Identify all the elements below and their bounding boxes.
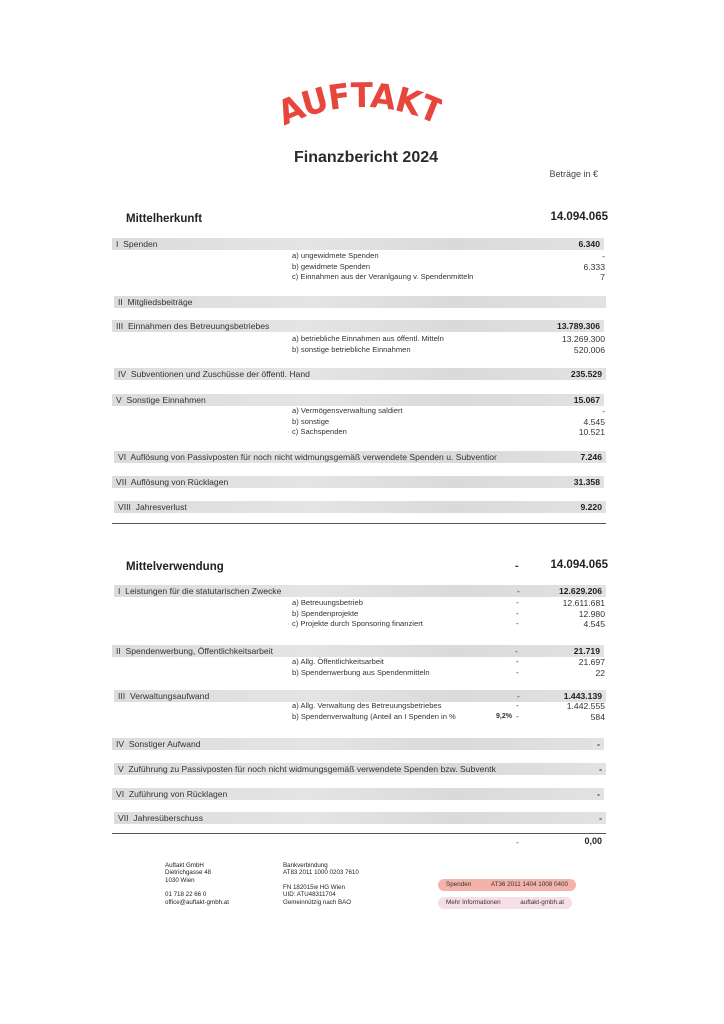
sub-item-value: - (602, 406, 605, 416)
company-register: FN 182015w HG Wien (283, 883, 345, 891)
sub-item-label: b) Spendenprojekte (292, 608, 359, 618)
info-site[interactable]: auftakt-gmbh.at (520, 899, 564, 906)
sub-item-sign: - (516, 711, 519, 721)
row-label: II Spendenwerbung, Öffentlichkeitsarbeit (116, 646, 274, 656)
sub-item-value: 7 (600, 272, 605, 282)
verwendung-sign: - (515, 560, 519, 572)
charity-status: Gemeinnützig nach BAO (283, 898, 352, 906)
bank-label: Bankverbindung (283, 862, 328, 869)
row-value: 1.443.139 (563, 691, 602, 701)
row-sign: - (515, 646, 518, 656)
sub-item-value: 4.545 (583, 416, 605, 427)
sub-item-value: 4.545 (583, 619, 605, 629)
row-label: I Spenden (116, 239, 158, 249)
sub-item-value: 584 (590, 711, 605, 722)
herkunft-row (114, 501, 606, 513)
row-value: 235.529 (570, 369, 602, 379)
row-label: V Sonstige Einnahmen (116, 395, 206, 405)
sub-item-value: 21.697 (578, 657, 605, 667)
row-value: 15.067 (573, 395, 600, 405)
herkunft-divider (112, 523, 606, 524)
row-label: III Einnahmen des Betreuungsbetriebes (116, 321, 270, 331)
sub-item-sign: - (516, 598, 519, 607)
herkunft-heading: Mittelherkunft (126, 213, 203, 225)
sub-item-value: 22 (595, 667, 605, 678)
sub-item-label: a) Allg. Verwaltung des Betreuungsbetriebes (292, 701, 442, 710)
verwendung-row (114, 763, 606, 775)
sub-item-sign: - (516, 608, 519, 618)
row-value: - (599, 813, 602, 823)
sub-item-sign: - (516, 657, 519, 666)
sub-item-label: a) ungewidmete Spenden (292, 251, 379, 260)
verwendung-row (114, 812, 606, 824)
verwendung-row (112, 788, 604, 800)
result-value: 0,00 (584, 836, 602, 846)
row-label: IV Sonstiger Aufwand (116, 739, 201, 749)
row-sign: - (517, 586, 520, 596)
sub-item-label: a) Betreuungsbetrieb (292, 598, 363, 607)
row-label: VII Jahresüberschuss (118, 813, 204, 823)
sub-item-label: c) Projekte durch Sponsoring finanziert (292, 619, 423, 628)
footer-bank (283, 862, 359, 906)
row-value: - (599, 764, 602, 774)
sub-item-value: 1.442.555 (566, 701, 605, 711)
sub-item-value: 10.521 (578, 427, 605, 437)
row-label: VIII Jahresverlust (118, 502, 187, 512)
result-sign: - (516, 838, 519, 847)
sub-item-label: c) Einnahmen aus der Veranlgaung v. Spendenmitteln (292, 272, 474, 281)
row-value: - (597, 739, 600, 749)
company-phone[interactable]: 01 718 22 66 0 (165, 891, 207, 899)
sub-item-label: c) Sachspenden (292, 427, 347, 436)
bank-iban: AT83 2011 1000 0203 7610 (283, 869, 359, 877)
row-value: 21.719 (573, 646, 600, 656)
verwendung-row (112, 645, 604, 657)
sub-item-sign: - (516, 667, 519, 677)
verwendung-total: 14.094.065 (550, 559, 608, 571)
herkunft-row (112, 394, 604, 406)
sub-item-value: 12.611.681 (562, 598, 605, 608)
sub-item-label: b) sonstige (292, 416, 330, 426)
row-label: VI Zuführung von Rücklagen (116, 789, 228, 799)
company-name: Auftakt GmbH (165, 862, 204, 869)
herkunft-row (112, 476, 604, 488)
row-label: VI Auflösung von Passivposten für noch nicht widmungsgemäß verwendete Spenden u. Subventior (118, 452, 497, 462)
report-title: Finanzbericht 2024 (293, 149, 439, 166)
sub-item-sign: - (516, 701, 519, 710)
logo-wordmark (282, 80, 442, 128)
row-value: - (597, 789, 600, 799)
donate-pill[interactable] (438, 879, 576, 891)
row-value: 7.246 (580, 452, 602, 462)
company-street: Dietrichgasse 48 (165, 869, 212, 877)
sub-item-label: a) Vermögensverwaltung saldiert (292, 406, 403, 415)
sub-item-label: b) gewidmete Spenden (292, 261, 371, 271)
herkunft-row (112, 238, 604, 250)
sub-item-label: a) Allg. Öffentlichkeitsarbeit (292, 657, 384, 666)
verwendung-row (112, 738, 604, 750)
sub-item-value: 6.333 (583, 261, 605, 272)
sub-item-label: b) Spendenwerbung aus Spendenmitteln (292, 667, 430, 677)
herkunft-row (114, 368, 606, 380)
sub-item-percent: 9,2% (496, 712, 512, 720)
row-label: II Mitgliedsbeiträge (118, 297, 193, 307)
row-value: 9.220 (580, 502, 602, 512)
auftakt-logo (282, 80, 442, 128)
sub-item-label: a) betriebliche Einnahmen aus öffentl. Mitteln (292, 334, 444, 343)
row-label: I Leistungen für die statutarischen Zwecke (118, 586, 282, 596)
svg-text:AUFTAKT: UFTAK (297, 80, 427, 126)
verwendung-heading: Mittelverwendung (126, 561, 224, 573)
sub-item-label: b) Spendenverwaltung (Anteil an I Spenden in % (292, 711, 456, 721)
herkunft-total: 14.094.065 (550, 211, 608, 223)
info-pill[interactable] (438, 897, 572, 909)
sub-item-value: 12.980 (578, 608, 605, 619)
herkunft-row (112, 320, 604, 332)
row-label: III Verwaltungsaufwand (118, 691, 210, 701)
verwendung-divider (112, 833, 606, 834)
row-label: VII Auflösung von Rücklagen (116, 477, 229, 487)
row-value: 12.629.206 (558, 586, 602, 596)
donate-label: Spenden (446, 881, 472, 888)
company-email[interactable]: office@auftakt-gmbh.at (165, 898, 229, 906)
donate-iban: AT36 2011 1404 1008 0400 (490, 881, 568, 888)
sub-item-value: 13.269.300 (561, 334, 605, 344)
verwendung-row (114, 585, 606, 597)
row-value: 13.789.306 (556, 321, 600, 331)
sub-item-sign: - (516, 619, 519, 628)
sub-item-value: 520.006 (573, 344, 605, 355)
row-sign: - (517, 691, 520, 701)
row-value: 31.358 (573, 477, 600, 487)
footer-address (165, 862, 229, 906)
row-label: IV Subventionen und Zuschüsse der öffentl. Hand (118, 369, 310, 379)
sub-item-value: - (602, 251, 605, 261)
company-city: 1030 Wien (165, 876, 195, 884)
currency-note: Beträge in € (549, 169, 598, 179)
herkunft-row (114, 451, 606, 463)
company-uid: UID: ATU48311704 (283, 891, 336, 899)
row-value: 6.340 (578, 239, 600, 249)
herkunft-row (114, 296, 606, 308)
info-label: Mehr Informationen (446, 899, 501, 906)
row-label: V Zuführung zu Passivposten für noch nicht widmungsgemäß verwendete Spenden bzw. Subventk (118, 764, 496, 774)
sub-item-label: b) sonstige betriebliche Einnahmen (292, 344, 411, 354)
